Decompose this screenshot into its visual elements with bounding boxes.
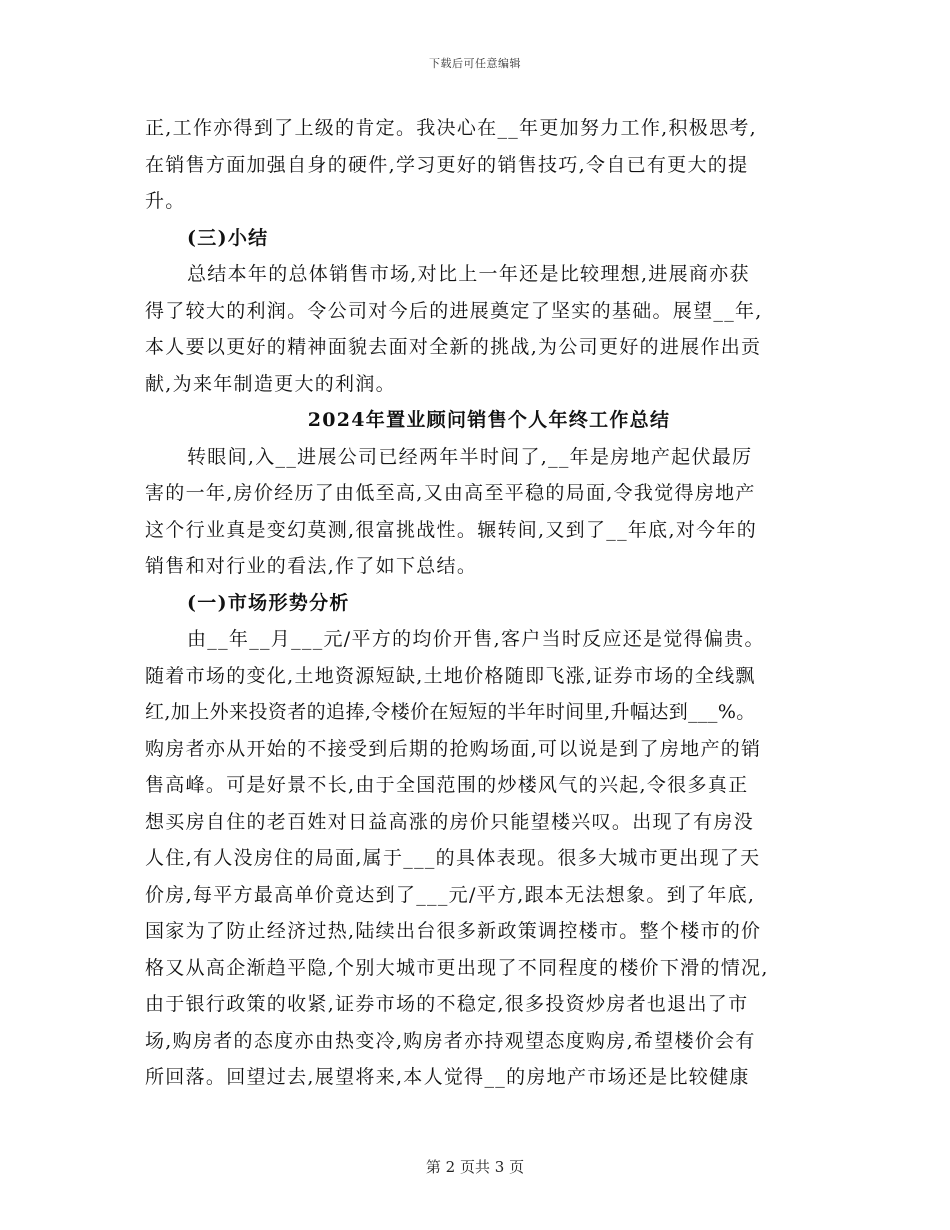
paragraph-line: 红,加上外来投资者的追捧,令楼价在短短的半年时间里,升幅达到___%。 — [145, 701, 756, 723]
paragraph-line: 所回落。回望过去,展望将来,本人觉得__的房地产市场还是比较健康 — [145, 1066, 750, 1088]
page-header: 下载后可任意编辑 — [429, 57, 521, 70]
page-footer: 第 2 页共 3 页 — [425, 1158, 525, 1176]
paragraph-line: 想买房自住的老百姓对日益高涨的房价只能望楼兴叹。出现了有房没 — [145, 810, 755, 833]
paragraph-line: 得了较大的利润。令公司对今后的进展奠定了坚实的基础。展望__年, — [145, 299, 763, 322]
paragraph-line: 升。 — [145, 190, 186, 212]
section-heading-market-analysis: (一)市场形势分析 — [187, 591, 350, 614]
paragraph-line: 正,工作亦得到了上级的肯定。我决心在__年更加努力工作,积极思考, — [145, 117, 758, 139]
paragraph-line: 本人要以更好的精神面貌去面对全新的挑战,为公司更好的进展作出贡 — [145, 336, 762, 358]
paragraph-line: 销售和对行业的看法,作了如下总结。 — [145, 555, 478, 577]
paragraph-line: 由于银行政策的收紧,证券市场的不稳定,很多投资炒房者也退出了市 — [145, 993, 749, 1015]
paragraph-line: 国家为了防止经济过热,陆续出台很多新政策调控楼市。整个楼市的价 — [145, 920, 762, 942]
paragraph-line: 价房,每平方最高单价竟达到了___元/平方,跟本无法想象。到了年底, — [145, 883, 756, 906]
paragraph-line: 购房者亦从开始的不接受到后期的抢购场面,可以说是到了房地产的销 — [145, 737, 762, 760]
paragraph-line: 这个行业真是变幻莫测,很富挑战性。辗转间,又到了__年底,对今年的 — [145, 518, 758, 541]
paragraph-line: 转眼间,入__进展公司已经两年半时间了,__年是房地产起伏最厉 — [187, 445, 753, 468]
paragraph-line: 格又从高企渐趋平隐,个别大城市更出现了不同程度的楼价下滑的情况, — [145, 956, 769, 979]
document-title: 2024年置业顾问销售个人年终工作总结 — [307, 409, 671, 431]
paragraph-line: 由__年__月___元/平方的均价开售,客户当时反应还是觉得偏贵。 — [187, 628, 765, 650]
paragraph-line: 害的一年,房价经历了由低至高,又由高至平稳的局面,令我觉得房地产 — [145, 482, 756, 504]
paragraph-line: 总结本年的总体销售市场,对比上一年还是比较理想,进展商亦获 — [187, 263, 750, 285]
paragraph-line: 献,为来年制造更大的利润。 — [145, 372, 396, 395]
document-body — [145, 110, 805, 1096]
paragraph-line: 随着市场的变化,土地资源短缺,土地价格随即飞涨,证券市场的全线飘 — [145, 664, 756, 687]
paragraph-line: 人住,有人没房住的局面,属于___的具体表现。很多大城市更出现了天 — [145, 847, 761, 869]
paragraph-line: 场,购房者的态度亦由热变冷,购房者亦持观望态度购房,希望楼价会有 — [145, 1029, 756, 1052]
paragraph-line: 在销售方面加强自身的硬件,学习更好的销售技巧,令自已有更大的提 — [145, 153, 749, 176]
paragraph-line: 售高峰。可是好景不长,由于全国范围的炒楼风气的兴起,令很多真正 — [145, 774, 749, 796]
section-heading-summary: (三)小结 — [187, 226, 269, 249]
